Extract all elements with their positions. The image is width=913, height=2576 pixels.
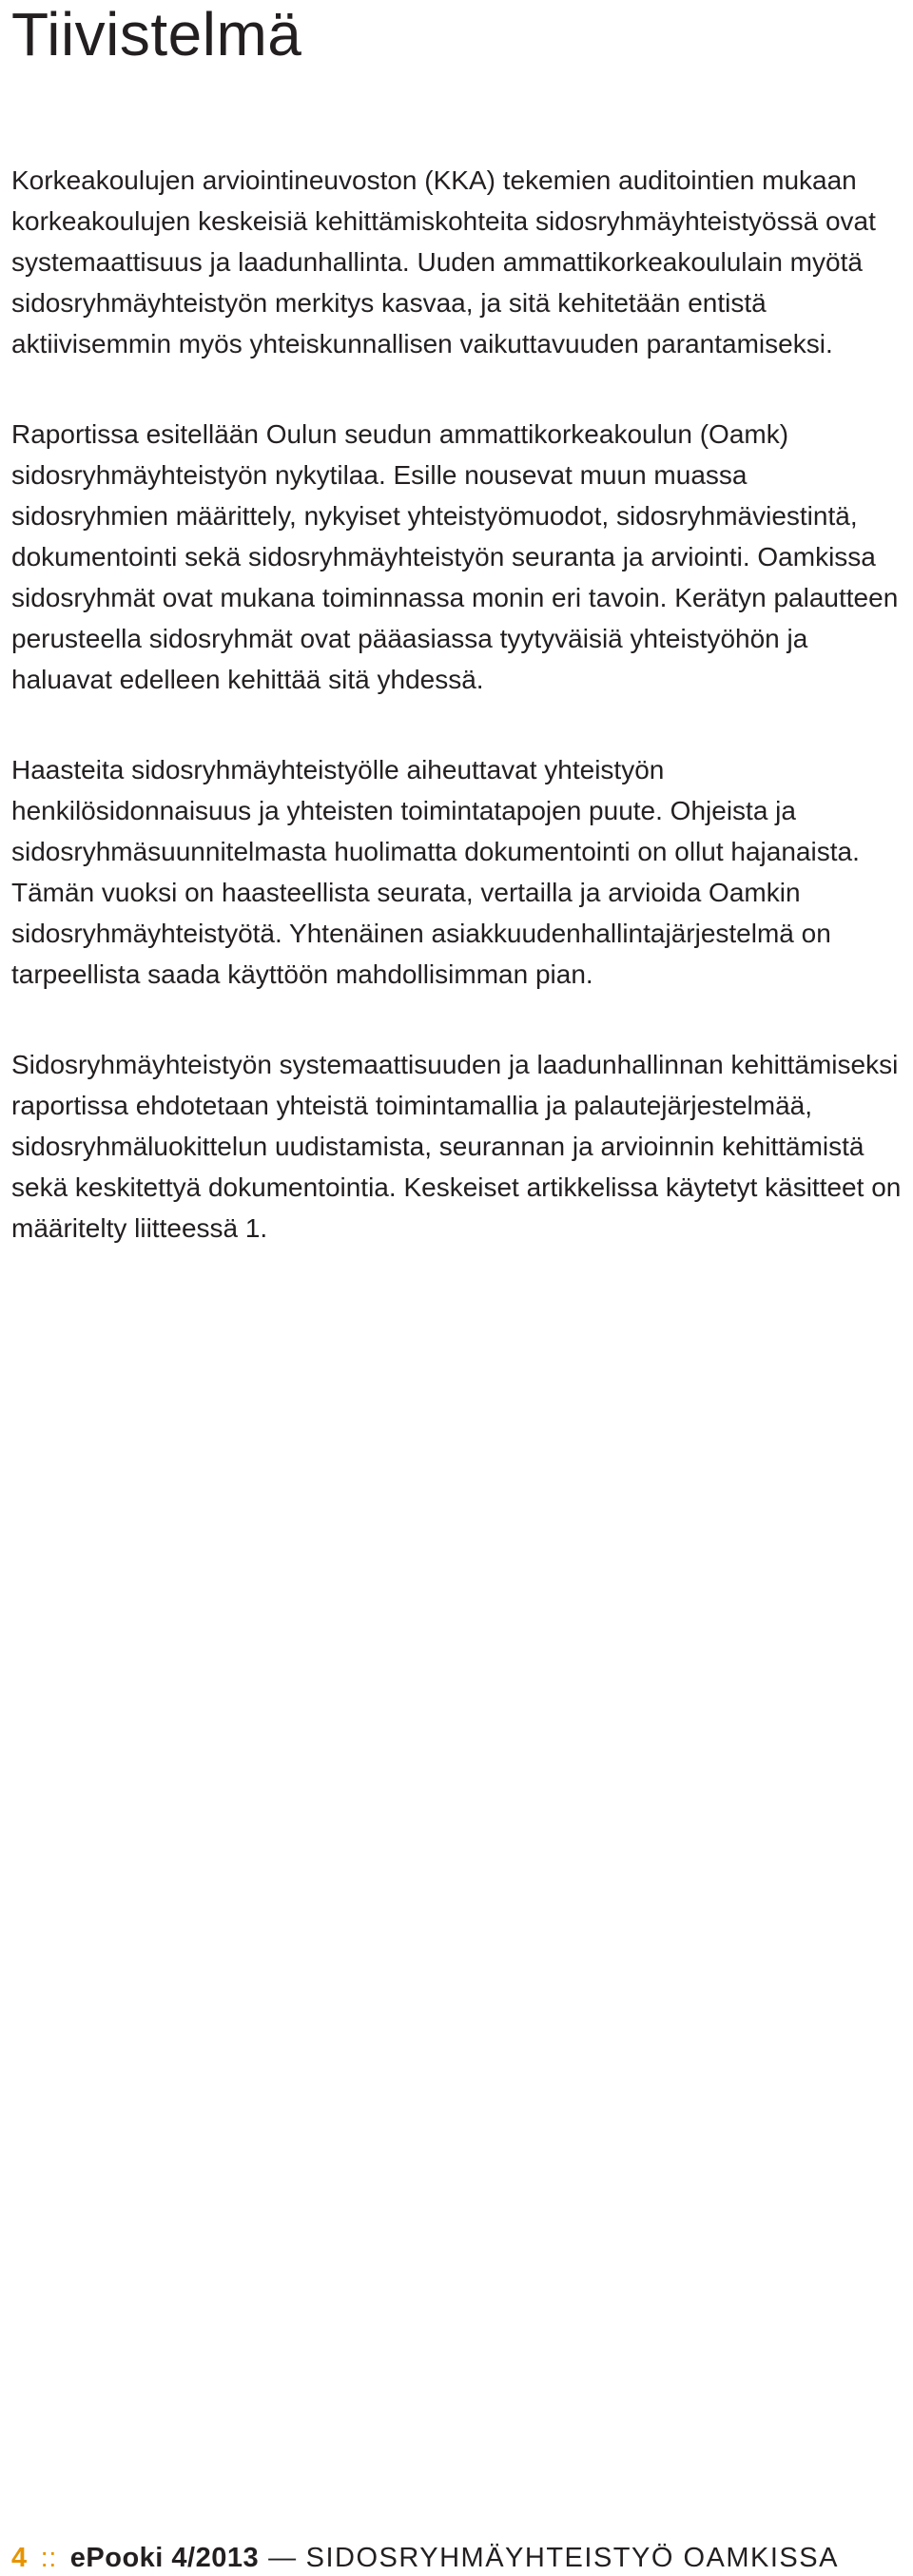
paragraph-2: Raportissa esitellään Oulun seudun ammattikorkeakoulun (Oamk) sidosryhmäyhteistyön nykytilaa. Esille nousevat muun muassa sidosryhmien määrittely, nykyiset yhteistyömuodot, sidosryhmäviestintä, dokumentointi sekä sidosryhmäyhteistyön seuranta ja arviointi. Oamkissa sidosryhmät ovat mukana toiminnassa monin eri tavoin. Kerätyn palautteen perusteella sidosryhmät ovat pääasiassa tyytyväisiä yhteistyöhön ja haluavat edelleen kehittää sitä yhdessä. (11, 419, 899, 694)
paragraph-3: Haasteita sidosryhmäyhteistyölle aiheuttavat yhteistyön henkilösidonnaisuus ja yhteisten toimintatapojen puute. Ohjeista ja sidosryhmäsuunnitelmasta huolimatta dokumentointi on ollut hajanaista. Tämän vuoksi on haasteellista seurata, vertailla ja arvioida Oamkin sidosryhmäyhteistyötä. Yhtenäinen asiakkuudenhallintajärjestelmä on tarpeellista saada käyttöön mahdollisimman pian. (11, 755, 860, 989)
page-number: 4 (11, 2543, 28, 2573)
paragraph-1: Korkeakoulujen arviointineuvoston (KKA) tekemien auditointien mukaan korkeakoulujen keskeisiä kehittämiskohteita sidosryhmäyhteistyössä ovat systemaattisuus ja laadunhallinta. Uuden ammattikorkeakoululain myötä sidosryhmäyhteistyön merkitys kasvaa, ja sitä kehitetään entistä aktiivisemmin myös yhteiskunnallisen vaikuttavuuden parantamiseksi. (11, 165, 876, 358)
summary-body (11, 160, 902, 1298)
page-footer (11, 2541, 839, 2575)
footer-separator: :: (40, 2543, 57, 2573)
paragraph-4: Sidosryhmäyhteistyön systemaattisuuden ja laadunhallinnan kehittämiseksi raportissa ehdotetaan yhteistä toimintamallia ja palautejärjestelmää, sidosryhmäluokittelun uudistamista, seurannan ja arvioinnin kehittämistä sekä keskitettyä dokumentointia. Keskeiset artikkelissa käytetyt käsitteet on määritelty liitteessä 1. (11, 1050, 902, 1243)
running-title: SIDOSRYHMÄYHTEISTYÖ OAMKISSA (305, 2543, 839, 2573)
footer-dash: — (268, 2543, 297, 2573)
publication-name: ePooki 4/2013 (69, 2543, 260, 2573)
page-title: Tiivistelmä (11, 0, 302, 68)
